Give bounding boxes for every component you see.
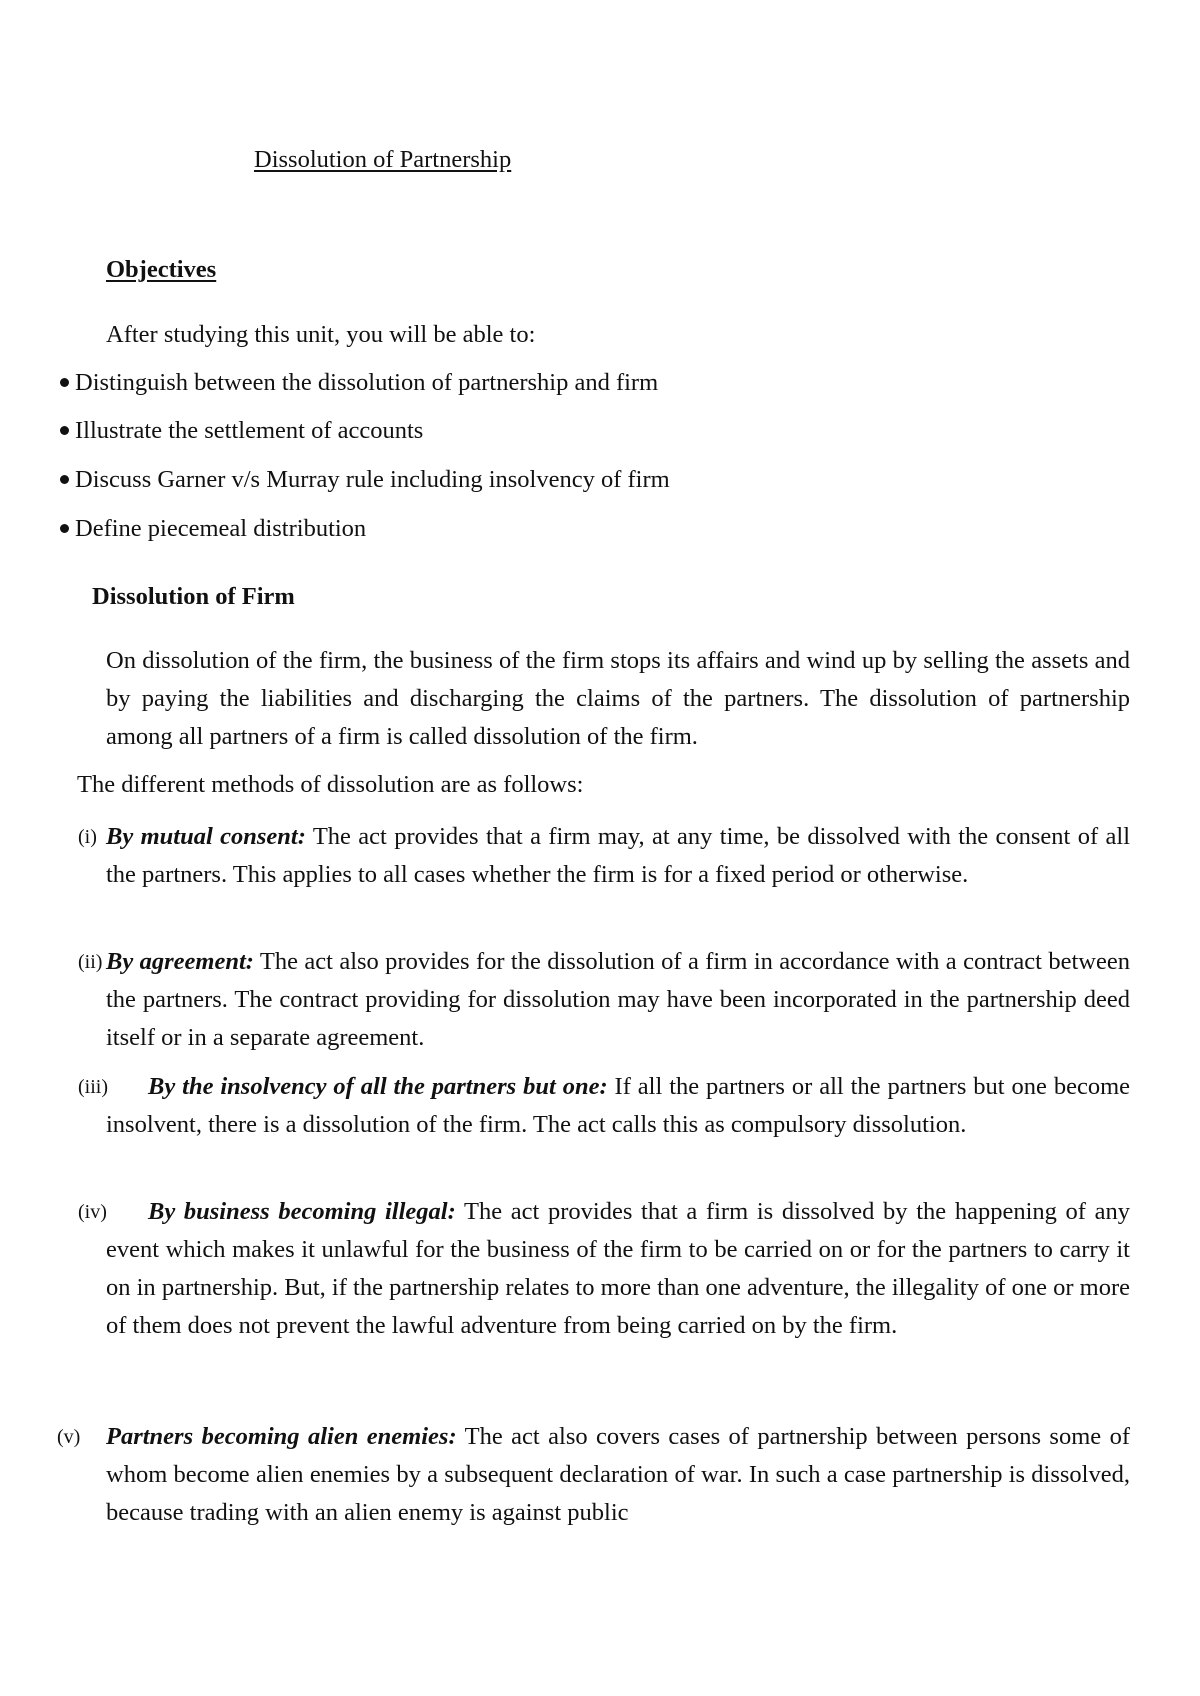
method-text: The act also covers cases of partnership between persons some of whom become alien enemies by a subsequent declaration of war. In such a case partnership is dissolved, because trading with an alien enemy is against public — [106, 1423, 1130, 1526]
bullet-icon — [60, 524, 69, 533]
bullet-icon — [60, 475, 69, 484]
objective-text: Illustrate the settlement of accounts — [75, 417, 424, 444]
objective-text: Distinguish between the dissolution of partnership and firm — [75, 369, 659, 396]
bullet-icon — [60, 378, 69, 387]
objective-text: Define piecemeal distribution — [75, 515, 367, 542]
method-text: The act provides that a firm is dissolved by the happening of any event which makes it unlawful for the business of the firm to be carried on or for the partners to carry it on in partnership. But, if the partnership relates to more than one adventure, the illegality of one or more of them does not prevent the lawful adventure from being carried on by the firm. — [106, 1198, 1130, 1339]
objectives-heading: Objectives — [106, 256, 217, 283]
objective-item — [60, 417, 423, 445]
method-number: (v) — [57, 1426, 81, 1448]
method-body — [106, 943, 1130, 1057]
objective-item — [60, 515, 366, 543]
method-term: By business becoming illegal: — [148, 1198, 456, 1225]
method-text: The act provides that a firm may, at any time, be dissolved with the consent of all the partners. This applies to all cases whether the firm is for a fixed period or otherwise. — [106, 823, 1130, 888]
section-heading: Dissolution of Firm — [92, 583, 295, 610]
method-number: (iv) — [78, 1201, 107, 1223]
section-paragraph: On dissolution of the firm, the business of the firm stops its affairs and wind up by selling the assets and by paying the liabilities and discharging the claims of the partners. The dissolution of partnership among all partners of a firm is called dissolution of the firm. — [106, 647, 1130, 750]
page-title: Dissolution of Partnership — [254, 146, 512, 173]
method-body — [106, 1418, 1130, 1532]
method-term: Partners becoming alien enemies: — [106, 1423, 457, 1450]
method-body — [106, 1193, 1130, 1345]
method-term: By mutual consent: — [106, 823, 306, 850]
method-text: If all the partners or all the partners but one become insolvent, there is a dissolution of the firm. The act calls this as compulsory dissolution. — [106, 1073, 1130, 1138]
method-number: (ii) — [78, 951, 103, 973]
method-body — [106, 818, 1130, 894]
bullet-icon — [60, 426, 69, 435]
method-number: (iii) — [78, 1076, 108, 1098]
method-term: By the insolvency of all the partners but one: — [148, 1073, 608, 1100]
objectives-intro: After studying this unit, you will be able to: — [106, 321, 536, 348]
method-text: The act also provides for the dissolution of a firm in accordance with a contract between the partners. The contract providing for dissolution may have been incorporated in the partnership deed itself or in a separate agreement. — [106, 948, 1130, 1051]
method-body — [106, 1068, 1130, 1144]
objective-text: Discuss Garner v/s Murray rule including insolvency of firm — [75, 466, 670, 493]
method-term: By agreement: — [106, 948, 254, 975]
objective-item — [60, 369, 658, 397]
objective-item — [60, 466, 670, 494]
method-number: (i) — [78, 826, 97, 848]
methods-intro: The different methods of dissolution are as follows: — [77, 771, 584, 798]
